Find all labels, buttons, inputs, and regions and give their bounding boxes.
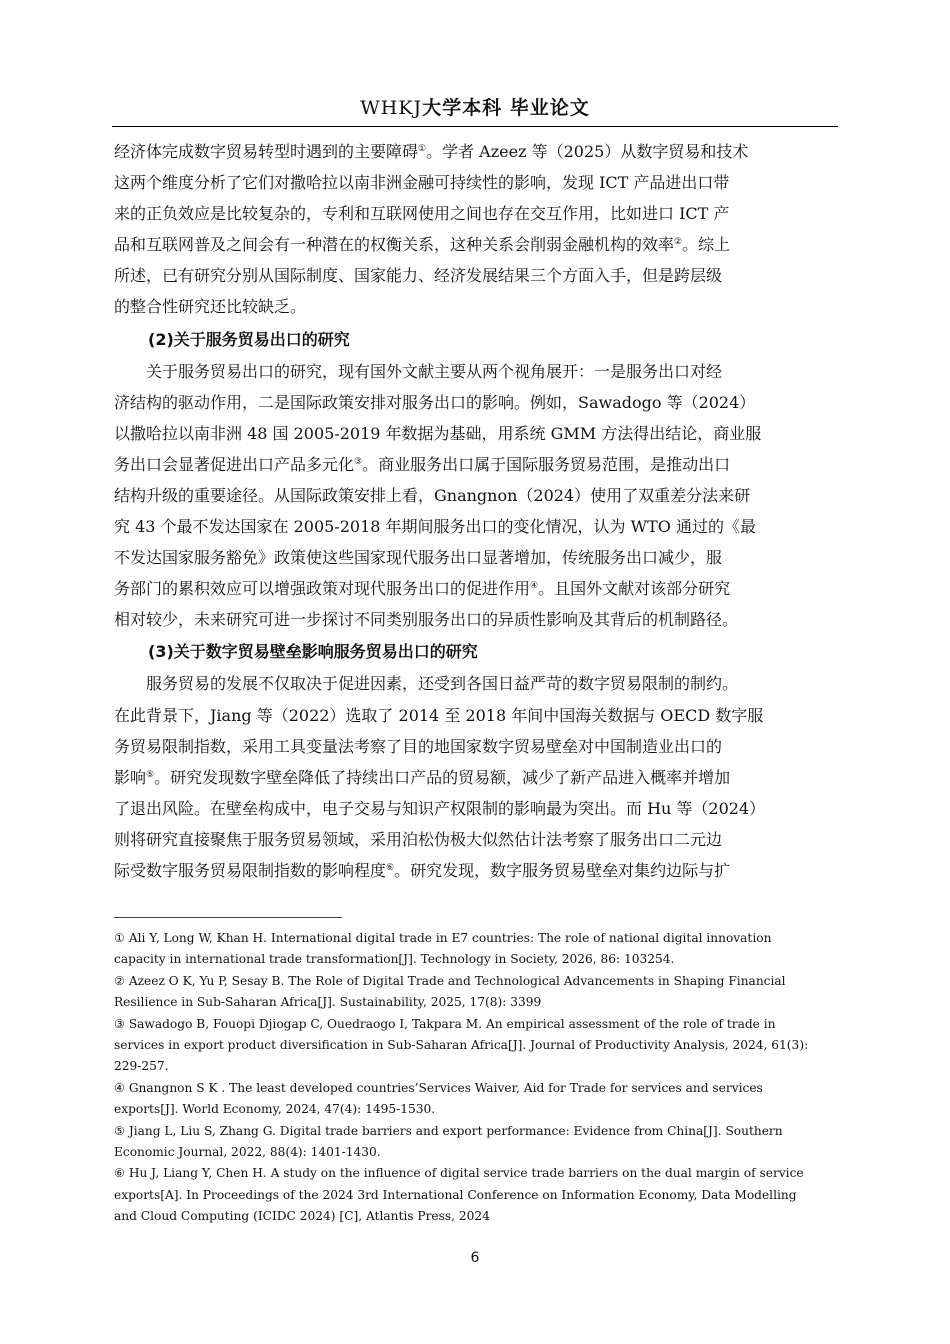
- text-line: 以撒哈拉以南非洲 48 国 2005-2019 年数据为基础，用系统 GMM 方法得出结论，商业服: [114, 423, 762, 443]
- text-line: 济结构的驱动作用，二是国际政策安排对服务出口的影响。例如，Sawadogo 等（2024）: [114, 392, 756, 412]
- footnote-3: [114, 1014, 838, 1078]
- header-latin: WHKJ: [360, 97, 423, 119]
- footnote-line: Resilience in Sub-Saharan Africa[J]. Sustainability, 2025, 17(8): 3399: [114, 995, 542, 1010]
- footnote-mark: ①: [114, 931, 125, 945]
- footnote-line: services in export product diversification in Sub-Saharan Africa[J]. Journal of Productivity Analysis, 2024, 61(3):: [114, 1038, 809, 1053]
- section-heading-3: (3)关于数字贸易壁垒影响服务贸易出口的研究: [148, 642, 478, 662]
- footnote-ref-4[interactable]: ④: [530, 581, 539, 592]
- header-rule: [112, 126, 838, 127]
- footnote-line: Economic Journal, 2022, 88(4): 1401-1430.: [114, 1145, 381, 1160]
- text-line: 务贸易限制指数，采用工具变量法考察了目的地国家数字贸易壁垒对中国制造业出口的: [114, 736, 723, 756]
- footnote-4: [114, 1078, 838, 1121]
- footnote-line: exports[J]. World Economy, 2024, 47(4): 1495-1530.: [114, 1102, 436, 1117]
- footnote-line: exports[A]. In Proceedings of the 2024 3rd International Conference on Information Economy, Data Modelling: [114, 1187, 797, 1202]
- footnote-separator: [114, 917, 342, 918]
- text-line: 务部门的累积效应可以增强政策对现代服务出口的促进作用④。且国外文献对该部分研究: [114, 579, 731, 599]
- footnote-mark: ④: [114, 1080, 125, 1095]
- text-line: 在此背景下，Jiang 等（2022）选取了 2014 至 2018 年间中国海关数据与 OECD 数字服: [114, 705, 764, 725]
- footnote-line: capacity in international trade transformation[J]. Technology in Society, 2026, 86: 103254.: [114, 952, 675, 967]
- body-text: [114, 136, 838, 886]
- footnote-line: ⑥ Hu J, Liang Y, Chen H. A study on the influence of digital service trade barriers on the dual margin of service: [114, 1166, 804, 1181]
- text-line: 关于服务贸易出口的研究，现有国外文献主要从两个视角展开：一是服务出口对经: [146, 361, 723, 381]
- footnote-line: ② Azeez O K, Yu P, Sesay B. The Role of Digital Trade and Technological Advancements in Shaping Financial: [114, 973, 786, 988]
- footnote-line: and Cloud Computing (ICIDC 2024) [C], Atlantis Press, 2024: [114, 1209, 490, 1224]
- footnote-line: ⑤ Jiang L, Liu S, Zhang G. Digital trade barriers and export performance: Evidence from China[J]. Southern: [114, 1123, 783, 1138]
- footnote-ref-6[interactable]: ⑥: [386, 862, 395, 873]
- footnote-5: [114, 1121, 838, 1164]
- section-heading-2: (2)关于服务贸易出口的研究: [148, 329, 350, 349]
- text-line: 品和互联网普及之间会有一种潜在的权衡关系，这种关系会削弱金融机构的效率②。综上: [114, 235, 731, 255]
- paragraph-2: [114, 356, 838, 636]
- footnote-line: ① Ali Y, Long W, Khan H. International digital trade in E7 countries: The role of national digital innovation: [114, 931, 772, 945]
- text-line: 了退出风险。在壁垒构成中，电子交易与知识产权限制的影响最为突出。而 Hu 等（2024）: [114, 798, 766, 818]
- text-line: 际受数字服务贸易限制指数的影响程度⑥。研究发现，数字服务贸易壁垒对集约边际与扩: [114, 860, 731, 880]
- text-line: 的整合性研究还比较缺乏。: [114, 297, 307, 317]
- footnote-2: [114, 971, 838, 1014]
- text-line: 务出口会显著促进出口产品多元化③。商业服务出口属于国际服务贸易范围，是推动出口: [114, 454, 731, 474]
- text-line: 究 43 个最不发达国家在 2005-2018 年期间服务出口的变化情况，认为 WTO 通过的《最: [114, 517, 756, 537]
- footnote-ref-2[interactable]: ②: [674, 237, 683, 248]
- footnote-mark: ⑤: [114, 1123, 125, 1138]
- paragraph-1: [114, 136, 838, 323]
- text-line: 影响⑤。研究发现数字壁垒降低了持续出口产品的贸易额，减少了新产品进入概率并增加: [114, 767, 731, 787]
- text-line: 不发达国家服务豁免》政策使这些国家现代服务出口显著增加，传统服务出口减少，服: [114, 548, 723, 568]
- text-line: 相对较少，未来研究可进一步探讨不同类别服务出口的异质性影响及其背后的机制路径。: [114, 610, 739, 630]
- text-line: 所述，已有研究分别从国际制度、国家能力、经济发展结果三个方面入手，但是跨层级: [114, 266, 723, 286]
- footnote-ref-5[interactable]: ⑤: [146, 769, 155, 780]
- footnote-mark: ⑥: [114, 1166, 125, 1181]
- footnote-ref-3[interactable]: ③: [354, 456, 363, 467]
- header-title: 大学本科 毕业论文: [422, 97, 590, 119]
- page-header: [112, 93, 838, 120]
- text-line: 经济体完成数字贸易转型时遇到的主要障碍①。学者 Azeez 等（2025）从数字贸易和技术: [114, 142, 749, 161]
- text-line: 则将研究直接聚焦于服务贸易领域，采用泊松伪极大似然估计法考察了服务出口二元边: [114, 829, 723, 849]
- footnote-6: [114, 1163, 838, 1227]
- footnote-line: ③ Sawadogo B, Fouopi Djiogap C, Ouedraogo I, Takpara M. An empirical assessment of the role of trade in: [114, 1016, 776, 1031]
- text-line: 结构升级的重要途径。从国际政策安排上看，Gnangnon（2024）使用了双重差分法来研: [114, 485, 751, 505]
- page-number: 6: [470, 1250, 480, 1266]
- text-line: 服务贸易的发展不仅取决于促进因素，还受到各国日益严苛的数字贸易限制的制约。: [146, 674, 739, 694]
- paragraph-3: [114, 668, 838, 886]
- footnote-ref-1[interactable]: ①: [418, 144, 427, 154]
- text-line: 这两个维度分析了它们对撒哈拉以南非洲金融可持续性的影响，发现 ICT 产品进出口带: [114, 173, 730, 193]
- footnotes: [114, 928, 838, 1228]
- footnote-mark: ③: [114, 1016, 125, 1031]
- footnote-mark: ②: [114, 973, 125, 988]
- footnote-line: ④ Gnangnon S K . The least developed countries’Services Waiver, Aid for Trade for services and services: [114, 1080, 763, 1095]
- text-line: 来的正负效应是比较复杂的，专利和互联网使用之间也存在交互作用，比如进口 ICT 产: [114, 204, 730, 224]
- footnote-1: [114, 928, 838, 971]
- footnote-line: 229-257.: [114, 1059, 169, 1074]
